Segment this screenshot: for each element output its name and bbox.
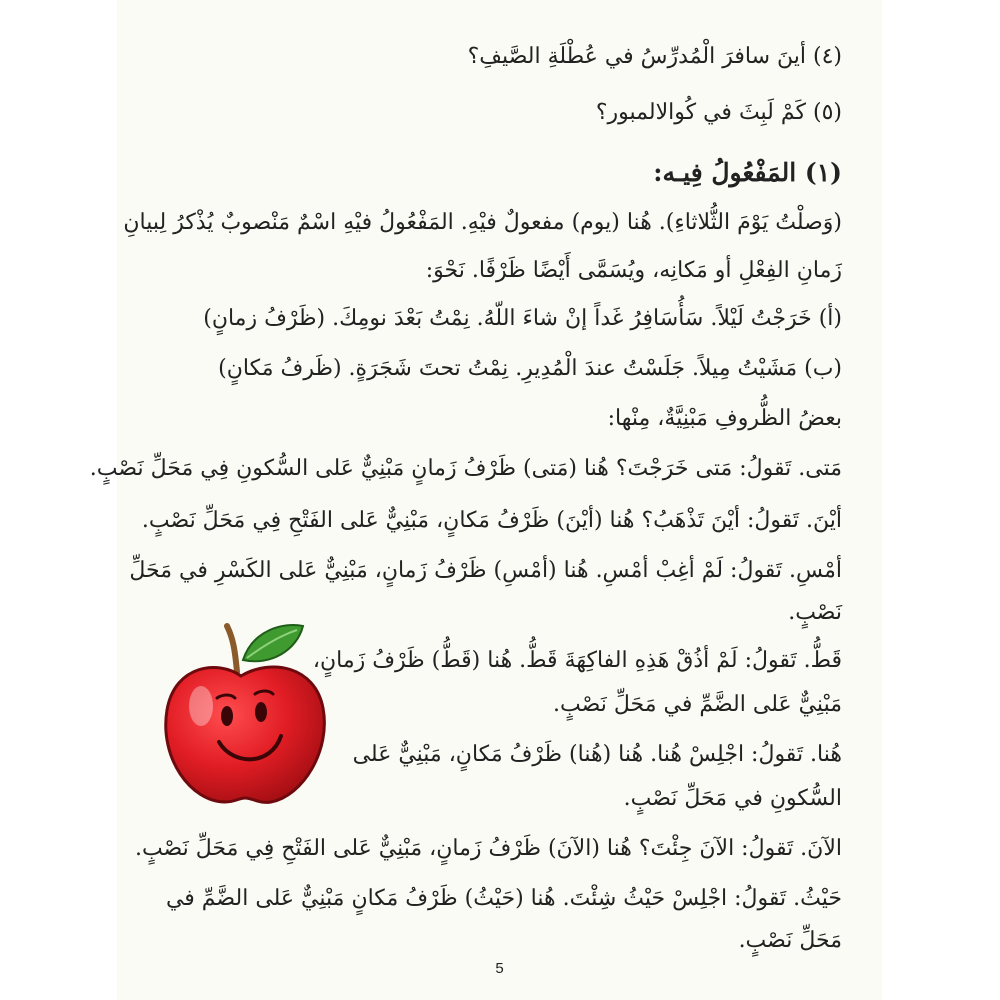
example-b: (ب) مَشَيْتُ مِيلاً. جَلَسْتُ عندَ الْمُدِيرِ. نِمْتُ تحتَ شَجَرَةٍ. (ظَرفُ مَكانٍ) — [218, 356, 842, 381]
book-page — [89, 0, 882, 1000]
entry-huna-2: السُّكونِ في مَحَلِّ نَصْبٍ. — [623, 786, 842, 811]
apple-illustration — [161, 620, 327, 806]
apple-body — [166, 667, 325, 802]
entry-alan: الآنَ. تَقولُ: الآنَ جِئْتَ؟ هُنا (الآنَ) ظَرْفُ زَمانٍ، مَبْنِيٌّ عَلى الفَتْحِ فِي مَحَلِّ نَصْبٍ. — [134, 836, 842, 861]
entry-qattu-2: مَبْنِيٌّ عَلى الضَّمِّ في مَحَلِّ نَصْبٍ. — [553, 692, 842, 717]
built-intro: بعضُ الظُّروفِ مَبْنِيَّةٌ، مِنْها: — [607, 406, 842, 431]
entry-ayna: أيْنَ. تَقولُ: أيْنَ تَذْهَبُ؟ هُنا (أيْنَ) ظَرْفُ مَكانٍ، مَبْنِيٌّ عَلى الفَتْحِ فِي مَحَلِّ نَصْبٍ. — [141, 508, 842, 533]
entry-haythu-2: مَحَلِّ نَصْبٍ. — [738, 928, 842, 953]
left-eye — [221, 706, 233, 726]
page-number: 5 — [495, 960, 504, 977]
intro-line-2: زَمانِ الفِعْلِ أو مَكانِه، ويُسَمَّى أَيْضًا ظَرْفًا. نَحْوَ: — [425, 258, 842, 283]
example-a: (أ) خَرَجْتُ لَيْلاً. سَأُسَافِرُ غَداً إنْ شاءَ اللّهُ. نِمْتُ بَعْدَ نومِكَ. (ظَرْفُ زمانٍ) — [203, 306, 842, 331]
section-heading: (١) المَفْعُولُ فِيـه: — [653, 158, 842, 187]
intro-line-1: (وَصلْتُ يَوْمَ الثُّلاثاءِ). هُنا (يوم) مفعولٌ فيْهِ. المَفْعُولُ فيْهِ اسْمٌ مَنْصوبٌ يُذْكرُ لِبيانِ — [123, 210, 842, 235]
entry-mata: مَتى. تَقولُ: مَتى خَرَجْتَ؟ هُنا (مَتى) ظَرْفُ زَمانٍ مَبْنِيٌّ عَلى السُّكونِ فِي مَحَلِّ نَصْبٍ. — [89, 456, 842, 481]
entry-huna-1: هُنا. تَقولُ: اجْلِسْ هُنا. هُنا (هُنا) ظَرْفُ مَكانٍ، مَبْنِيٌّ عَلى — [352, 742, 842, 767]
entry-ams-2: نَصْبٍ. — [788, 600, 842, 625]
question-4: (٤) أينَ سافرَ الْمُدرِّسُ في عُطْلَةِ الصَّيفِ؟ — [467, 44, 842, 69]
entry-haythu-1: حَيْثُ. تَقولُ: اجْلِسْ حَيْثُ شِئْتَ. هُنا (حَيْثُ) ظَرْفُ مَكانٍ مَبْنِيٌّ عَلى الضَّمِّ في — [165, 886, 842, 911]
apple-stem — [227, 626, 237, 672]
entry-ams-1: أمْسِ. تَقولُ: لَمْ أغِبْ أمْسِ. هُنا (أمْسِ) ظَرْفُ زَمانٍ، مَبْنِيٌّ عَلى الكَسْرِ في مَحَلِّ — [129, 558, 842, 583]
entry-qattu-1: قَطُّ. تَقولُ: لَمْ أذُقْ هَذِهِ الفاكِهَةَ قَطُّ. هُنا (قَطُّ) ظَرْفُ زَمانٍ، — [312, 648, 842, 673]
right-eye — [255, 702, 267, 722]
question-5: (٥) كَمْ لَبِثَ في كُوالالمبور؟ — [595, 100, 842, 125]
